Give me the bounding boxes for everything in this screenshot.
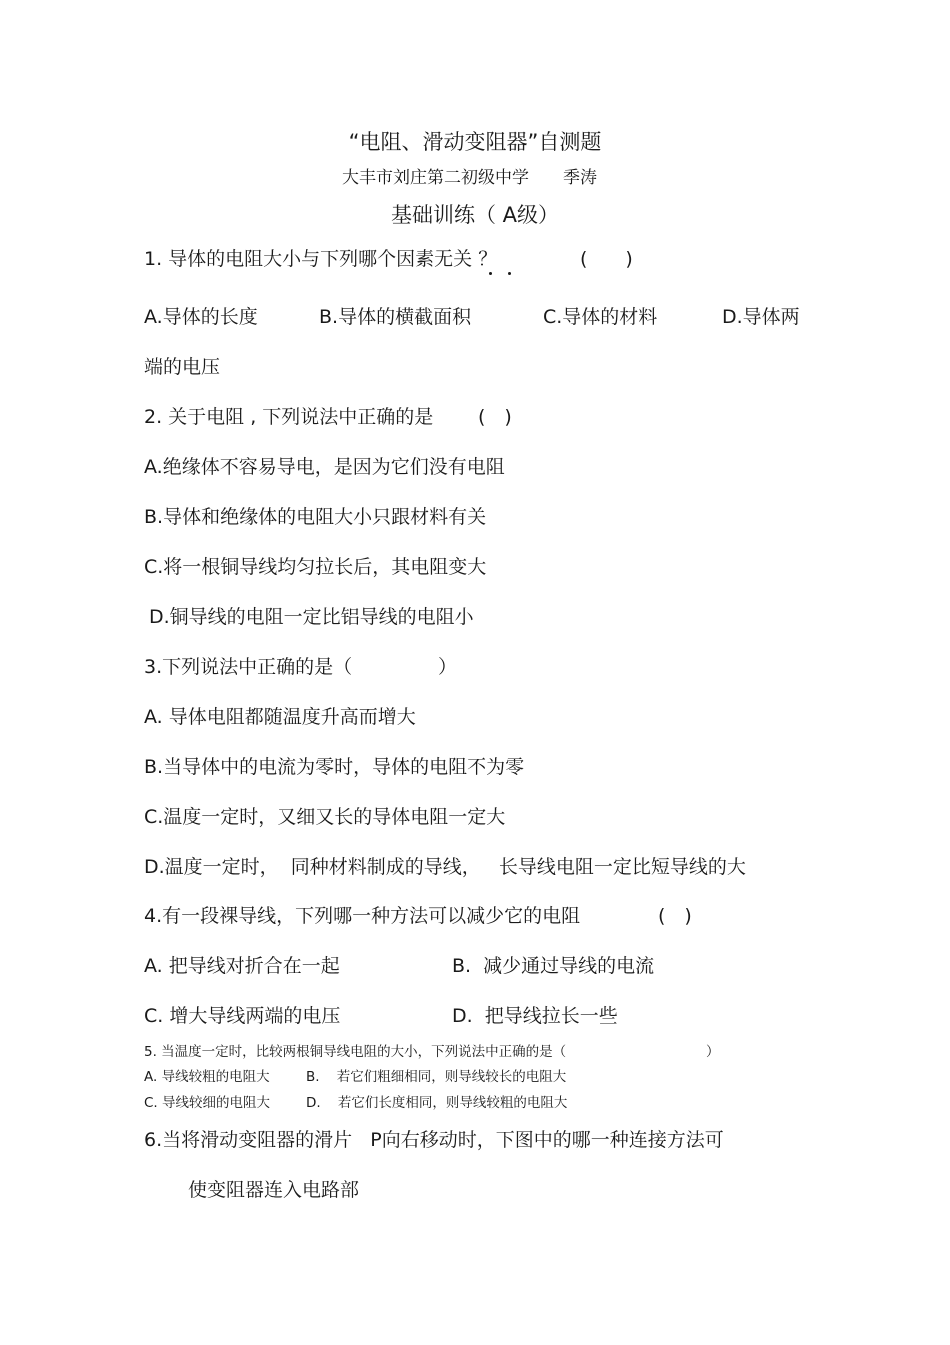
question-4-stem: 4.有一段裸导线，下列哪一种方法可以减少它的电阻 [144,905,581,927]
q2-option-a: A.绝缘体不容易导电，是因为它们没有电阻 [144,456,505,478]
question-5-stem: 5. 当温度一定时，比较两根铜导线电阻的大小，下列说法中正确的是（ [144,1044,567,1060]
q5-option-c: C. 导线较细的电阻大 [144,1095,271,1111]
question-6-stem: 6.当将滑动变阻器的滑片 P向右移动时，下图中的哪一种连接方法可 [144,1129,724,1151]
emphasis-dot [508,272,511,275]
author-line [342,170,597,187]
q2-option-c: C.将一根铜导线均匀拉长后，其电阻变大 [144,556,487,578]
q3-option-d: D.温度一定时， 同种材料制成的导线， 长导线电阻一定比短导线的大 [144,856,746,878]
question-3-paren: ） [438,656,458,678]
q5-option-b: B. 若它们粗细相同，则导线较长的电阻大 [306,1069,567,1085]
question-2-stem: 2. 关于电阻 , 下列说法中正确的是 [144,406,434,428]
q1-option-a: A.导体的长度 [144,306,258,328]
question-2-paren: ( ) [478,406,512,428]
q3-option-c: C.温度一定时，又细又长的导体电阻一定大 [144,806,506,828]
q2-option-d: D.铜导线的电阻一定比铝导线的电阻小 [149,606,474,628]
q1-option-b: B.导体的横截面积 [319,306,472,328]
question-4-paren: ( ) [658,905,692,927]
author-school: 大丰市刘庄第二初级中学 [342,168,529,188]
author-name: 季涛 [563,168,597,188]
question-1-paren: ( ) [580,248,633,270]
emphasis-dot [489,272,492,275]
q1-option-c: C.导体的材料 [543,306,658,328]
page-title: “电阻、滑动变阻器”自测题 [348,130,602,154]
question-3-stem: 3.下列说法中正确的是（ [144,656,353,678]
question-1-stem: 1. 导体的电阻大小与下列哪个因素无关 ？ [144,248,498,270]
question-1 [144,250,497,269]
q4-option-a: A. 把导线对折合在一起 [144,955,340,977]
question-6-continuation: 使变阻器连入电路部 [188,1179,360,1201]
q1-option-d: D.导体两 [722,306,800,328]
q4-option-c: C. 增大导线两端的电压 [144,1005,341,1027]
q4-option-b: B. 减少通过导线的电流 [452,955,655,977]
q1-option-d-continuation: 端的电压 [144,356,221,378]
q3-option-b: B.当导体中的电流为零时，导体的电阻不为零 [144,756,525,778]
q4-option-d: D. 把导线拉长一些 [452,1005,618,1027]
q5-option-d: D. 若它们长度相同，则导线较粗的电阻大 [306,1095,568,1111]
question-5-paren: ） [706,1044,720,1060]
q5-option-a: A. 导线较粗的电阻大 [144,1069,270,1085]
q3-option-a: A. 导体电阻都随温度升高而增大 [144,706,416,728]
q2-option-b: B.导体和绝缘体的电阻大小只跟材料有关 [144,506,487,528]
section-heading: 基础训练（ A级） [390,203,560,227]
